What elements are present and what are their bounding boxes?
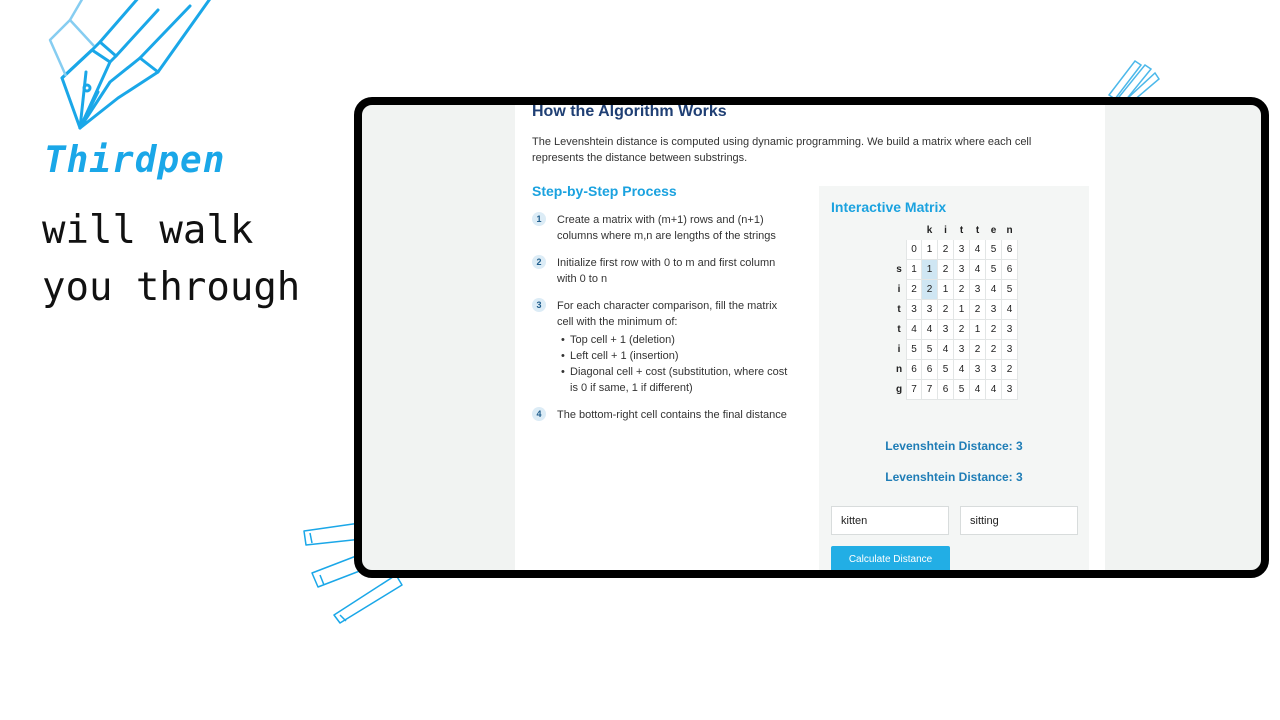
matrix-cell: 5 — [954, 380, 970, 400]
matrix-cell: 3 — [970, 360, 986, 380]
matrix-cell: 4 — [954, 360, 970, 380]
matrix-cell: 4 — [922, 320, 938, 340]
matrix-cell: 3 — [1002, 380, 1018, 400]
step-item — [532, 298, 794, 396]
matrix-cell: 4 — [906, 320, 922, 340]
matrix-cell: 2 — [970, 340, 986, 360]
matrix-cell: 0 — [906, 240, 922, 260]
matrix-cell: 4 — [986, 380, 1002, 400]
matrix-cell: 4 — [986, 280, 1002, 300]
matrix-cell: 4 — [938, 340, 954, 360]
step-number-badge: 3 — [532, 298, 546, 312]
matrix-cell: 3 — [954, 340, 970, 360]
step-text: Initialize first row with 0 to m and first column with 0 to n — [557, 257, 776, 285]
matrix-cell: 2 — [970, 300, 986, 320]
matrix-title: Interactive Matrix — [831, 199, 947, 215]
matrix-cell: 2 — [922, 280, 938, 300]
steps-title: Step-by-Step Process — [532, 183, 677, 199]
matrix-column-label: i — [944, 225, 947, 236]
matrix-row-label: t — [897, 304, 901, 315]
matrix-cell: 5 — [986, 260, 1002, 280]
step-item — [532, 255, 794, 287]
source-string-input[interactable] — [831, 506, 949, 535]
matrix-cell: 5 — [938, 360, 954, 380]
matrix-cell: 2 — [906, 280, 922, 300]
matrix-cell: 6 — [1002, 240, 1018, 260]
matrix-cell: 4 — [970, 380, 986, 400]
distance-result-repeat: Levenshtein Distance: 3 — [885, 470, 1023, 484]
matrix-row-label: i — [897, 284, 901, 295]
screenshot-frame — [354, 97, 1269, 578]
matrix-row-label: t — [897, 324, 901, 335]
matrix-row-label: g — [895, 384, 903, 395]
matrix-cell: 5 — [922, 340, 938, 360]
matrix-cell: 5 — [906, 340, 922, 360]
matrix-cell: 3 — [954, 240, 970, 260]
matrix-row-label: n — [895, 364, 903, 375]
bullet-item: • Left cell + 1 (insertion) — [557, 348, 794, 364]
matrix-cell: 7 — [906, 380, 922, 400]
section-title: How the Algorithm Works — [532, 103, 727, 120]
matrix-row-label: s — [896, 264, 902, 275]
brand-tagline: will walk you through — [42, 208, 301, 310]
matrix-row-label — [892, 240, 906, 260]
distance-result: Levenshtein Distance: 3 — [885, 439, 1023, 453]
matrix-cell: 2 — [938, 300, 954, 320]
matrix-cell: 6 — [938, 380, 954, 400]
matrix-cell: 2 — [986, 340, 1002, 360]
matrix-cell: 1 — [922, 240, 938, 260]
matrix-cell: 3 — [954, 260, 970, 280]
matrix-row-label: i — [897, 344, 901, 355]
matrix-cell: 1 — [954, 300, 970, 320]
matrix-cell: 5 — [986, 240, 1002, 260]
step-item — [532, 407, 794, 423]
lesson-page — [515, 97, 1105, 578]
matrix-cell: 2 — [954, 280, 970, 300]
step-number-badge: 1 — [532, 212, 546, 226]
matrix-cell: 5 — [1002, 280, 1018, 300]
matrix-cell: 3 — [986, 300, 1002, 320]
matrix-cell: 3 — [1002, 340, 1018, 360]
matrix-cell: 4 — [970, 260, 986, 280]
intro-paragraph: The Levenshtein distance is computed using dynamic programming. We build a matrix where each cell represents the distance between substrings. — [532, 136, 1032, 164]
matrix-column-label: n — [1006, 225, 1013, 236]
matrix-column-label: t — [975, 225, 980, 236]
matrix-cell: 1 — [938, 280, 954, 300]
matrix-cell: 3 — [970, 280, 986, 300]
matrix-cell: 3 — [986, 360, 1002, 380]
bullet-item: • Top cell + 1 (deletion) — [557, 332, 794, 348]
target-string-input[interactable] — [960, 506, 1078, 535]
matrix-cell: 2 — [938, 240, 954, 260]
matrix-cell: 3 — [938, 320, 954, 340]
matrix-cell: 1 — [970, 320, 986, 340]
matrix-cell: 1 — [906, 260, 922, 280]
pen-doodle-icon — [1105, 55, 1165, 100]
matrix-cell: 1 — [922, 260, 938, 280]
interactive-matrix-panel — [819, 186, 1089, 578]
bullet-item: • Diagonal cell + cost (substitution, where cost is 0 if same, 1 if different) — [557, 364, 794, 396]
matrix-cell: 3 — [906, 300, 922, 320]
brand-name: Thirdpen — [44, 140, 226, 181]
matrix-cell: 2 — [954, 320, 970, 340]
matrix-column-label: e — [990, 225, 997, 236]
matrix-cell: 2 — [986, 320, 1002, 340]
matrix-cell: 3 — [1002, 320, 1018, 340]
matrix-cell: 2 — [1002, 360, 1018, 380]
step-item — [532, 212, 794, 244]
matrix-cell: 4 — [970, 240, 986, 260]
matrix-cell: 6 — [922, 360, 938, 380]
steps-list — [532, 212, 794, 434]
matrix-cell: 2 — [938, 260, 954, 280]
calculate-distance-button[interactable]: Calculate Distance — [831, 546, 950, 573]
matrix-column-label: k — [926, 225, 933, 236]
step-text: Create a matrix with (m+1) rows and (n+1) columns where m,n are lengths of the strings — [557, 214, 776, 242]
matrix-cell: 6 — [1002, 260, 1018, 280]
step-text: The bottom-right cell contains the final distance — [557, 409, 787, 421]
fountain-pen-icon — [40, 0, 230, 135]
matrix-cell: 3 — [922, 300, 938, 320]
step-text: For each character comparison, fill the matrix cell with the minimum of: — [557, 300, 778, 328]
matrix-cell: 6 — [906, 360, 922, 380]
step-number-badge: 2 — [532, 255, 546, 269]
step-bullets — [557, 332, 794, 396]
matrix-column-label: t — [959, 225, 964, 236]
matrix-cell: 7 — [922, 380, 938, 400]
matrix-cell: 4 — [1002, 300, 1018, 320]
step-number-badge: 4 — [532, 407, 546, 421]
